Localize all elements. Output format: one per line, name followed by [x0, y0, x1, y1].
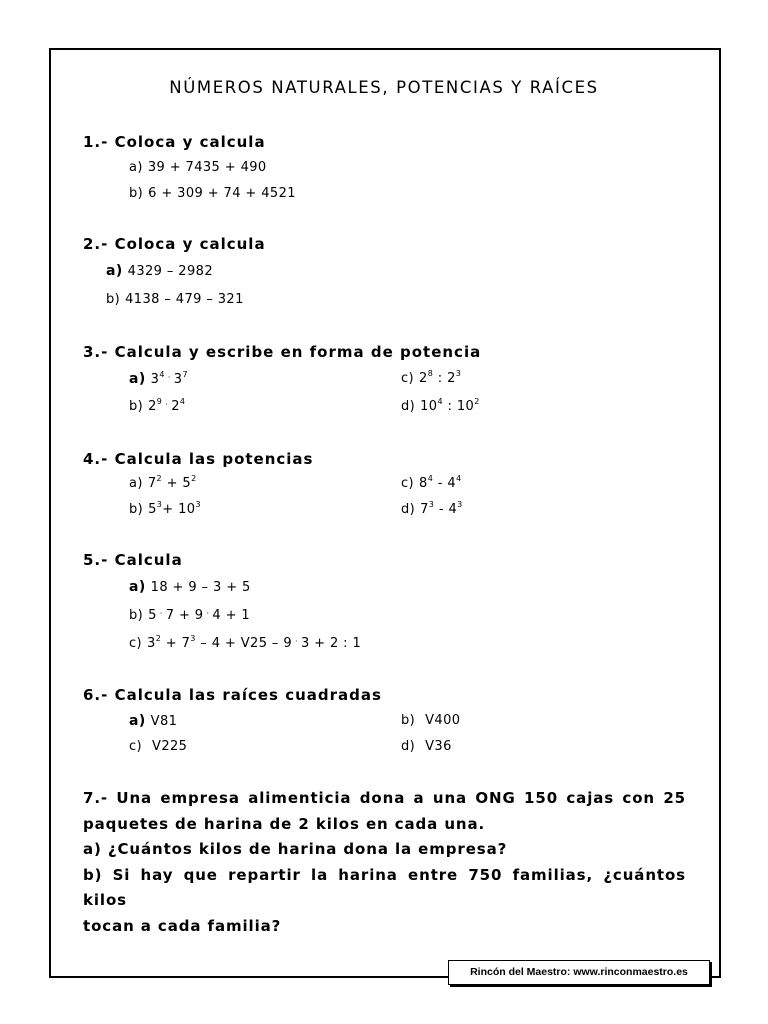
exponent: 4 — [427, 474, 434, 483]
operator: : — [437, 371, 443, 386]
item-label: b) — [129, 502, 144, 517]
expression-part: 3 + 2 : 1 — [300, 636, 362, 651]
operator: : — [447, 399, 453, 414]
item-expression: 6 + 309 + 74 + 4521 — [148, 186, 296, 201]
exponent: 9 — [156, 397, 163, 406]
exercise-4a — [129, 476, 197, 491]
base: 5 — [182, 476, 192, 491]
base: 5 — [148, 502, 157, 517]
base: 10 — [420, 399, 438, 414]
exercise-1-heading: 1.- Coloca y calcula — [83, 133, 266, 151]
item-expression: 4329 – 2982 — [127, 264, 213, 279]
base: 2 — [148, 399, 157, 414]
multiply-dot: · — [159, 609, 163, 618]
item-expression: V400 — [425, 713, 461, 728]
operator: · — [167, 373, 171, 382]
operator: - — [438, 502, 444, 517]
item-label: c) — [401, 476, 415, 491]
item-label: a) — [129, 371, 146, 387]
page-title: NÚMEROS NATURALES, POTENCIAS Y RAÍCES — [169, 78, 599, 97]
problem-line: 7.- Una empresa alimenticia dona a una ONG 150 cajas con 25 — [83, 789, 686, 807]
problem-line: tocan a cada familia? — [83, 916, 282, 935]
exercise-6c — [129, 739, 187, 754]
exercise-4-heading: 4.- Calcula las potencias — [83, 450, 314, 468]
problem-line: paquetes de harina de 2 kilos en cada una. — [83, 814, 486, 833]
item-label: d) — [401, 502, 416, 517]
item-label: a) — [129, 579, 146, 595]
base: 4 — [448, 502, 458, 517]
item-expression: 4138 – 479 – 321 — [125, 292, 244, 307]
exercise-4d — [401, 502, 463, 517]
base: 10 — [178, 502, 196, 517]
exponent: 2 — [155, 634, 162, 643]
footer-credit: Rincón del Maestro: www.rinconmaestro.es — [448, 960, 710, 985]
exercise-7-problem — [83, 786, 686, 939]
base: 3 — [173, 372, 183, 387]
item-label: b) — [129, 608, 144, 623]
exercise-2-heading: 2.- Coloca y calcula — [83, 235, 266, 253]
exponent: 3 — [455, 369, 462, 378]
exponent: 4 — [159, 370, 165, 379]
exercise-3-heading: 3.- Calcula y escribe en forma de potencia — [83, 343, 482, 361]
exponent: 2 — [191, 474, 197, 483]
item-label: a) — [129, 713, 146, 729]
exponent: 4 — [456, 474, 462, 483]
item-label: b) — [129, 186, 144, 201]
exponent: 3 — [457, 500, 463, 509]
base: 10 — [456, 399, 475, 414]
exponent: 8 — [427, 369, 434, 378]
item-label: c) — [129, 739, 143, 754]
exercise-4b — [129, 502, 201, 517]
exercise-2b — [106, 292, 244, 307]
exponent: 4 — [179, 397, 186, 406]
exponent: 3 — [195, 500, 201, 509]
item-label: a) — [129, 160, 143, 175]
exponent: 2 — [474, 397, 480, 406]
exercise-6-heading: 6.- Calcula las raíces cuadradas — [83, 686, 382, 704]
item-label: a) — [106, 263, 123, 279]
item-label: b) — [129, 399, 144, 414]
exponent: 3 — [156, 500, 163, 509]
exercise-5c — [129, 636, 361, 651]
exercise-3d — [401, 399, 480, 414]
base: 4 — [447, 476, 457, 491]
multiply-dot: · — [206, 609, 210, 618]
exercise-2a — [106, 263, 213, 279]
exercise-5-heading: 5.- Calcula — [83, 551, 183, 569]
problem-question-b: b) Si hay que repartir la harina entre 750 familias, ¿cuántos kilos — [83, 865, 686, 909]
expression-part: – 4 + V25 – 9 — [195, 636, 292, 651]
item-expression: 18 + 9 – 3 + 5 — [150, 580, 251, 595]
base: 2 — [419, 371, 428, 386]
exercise-3b — [129, 399, 185, 414]
expression-part: 4 + 1 — [212, 608, 251, 623]
base: 7 — [181, 636, 191, 651]
exponent: 3 — [190, 634, 196, 643]
exercise-3c — [401, 371, 461, 386]
exponent: 3 — [428, 500, 435, 509]
operator: + — [162, 502, 174, 517]
operator: - — [437, 476, 443, 491]
base: 7 — [147, 476, 157, 491]
item-label: a) — [129, 476, 143, 491]
exercise-1b — [129, 186, 296, 201]
operator: + — [161, 636, 182, 651]
exercise-5a — [129, 579, 251, 595]
exponent: 7 — [182, 370, 188, 379]
problem-question-a: a) ¿Cuántos kilos de harina dona la empresa? — [83, 840, 508, 858]
item-label: c) — [401, 371, 415, 386]
item-label: b) — [401, 713, 416, 728]
operator: + — [166, 476, 178, 491]
exercise-6d — [401, 739, 452, 754]
item-expression: 39 + 7435 + 490 — [147, 160, 267, 175]
base: 3 — [150, 372, 160, 387]
operator: · — [165, 400, 169, 409]
item-expression: V225 — [152, 739, 188, 754]
exercise-6a — [129, 713, 177, 729]
exercise-6b — [401, 713, 460, 728]
exercise-5b — [129, 608, 250, 623]
base: 8 — [419, 476, 428, 491]
item-expression: V36 — [425, 739, 452, 754]
item-label: d) — [401, 399, 416, 414]
exercise-1a — [129, 160, 267, 175]
expression-part: 7 + 9 — [165, 608, 204, 623]
expression-part: 5 — [148, 608, 157, 623]
multiply-dot: · — [295, 637, 298, 646]
item-label: b) — [106, 292, 121, 307]
base: 3 — [147, 636, 156, 651]
exercise-4c — [401, 476, 462, 491]
exponent: 2 — [156, 474, 163, 483]
item-expression: V81 — [150, 714, 178, 729]
exponent: 4 — [437, 397, 443, 406]
item-label: d) — [401, 739, 416, 754]
exercise-3a — [129, 371, 188, 387]
item-label: c) — [129, 636, 143, 651]
base: 2 — [171, 399, 180, 414]
base: 7 — [420, 502, 429, 517]
base: 2 — [447, 371, 456, 386]
